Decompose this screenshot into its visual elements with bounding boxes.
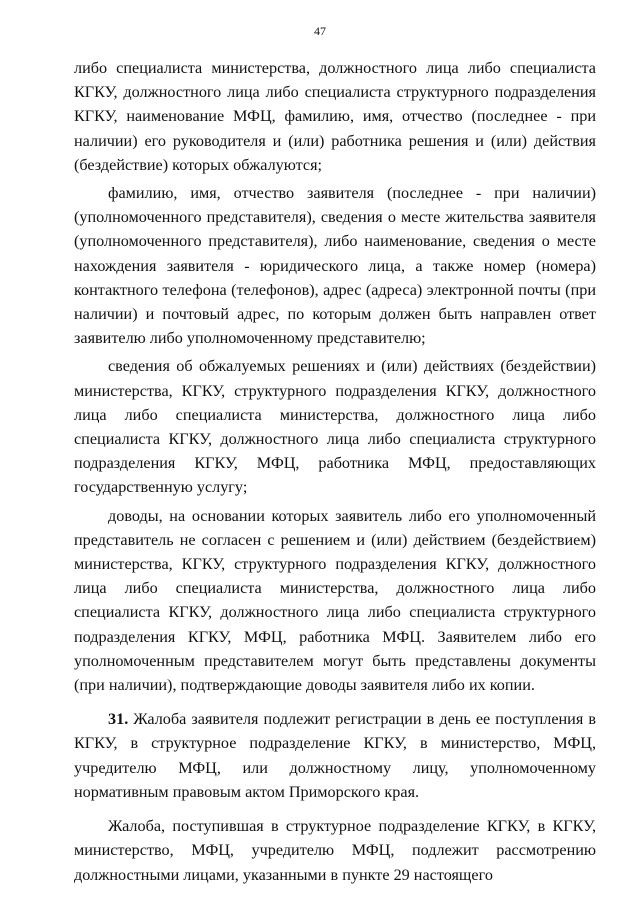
paragraph-1: либо специалиста министерства, должностного лица либо специалиста КГКУ, должностного лица либо специалиста структурного подразделения КГКУ, наименование МФЦ, фамилию, имя, отчество (последнее - при наличии) его руководителя и (или) работника решения и (или) действия (бездействие) которых обжалуются; — [74, 59, 596, 174]
page-number: 47 — [314, 24, 326, 38]
paragraph-5 — [74, 707, 596, 804]
paragraph-6: Жалоба, поступившая в структурное подразделение КГКУ, в КГКУ, министерство, МФЦ, учредителю МФЦ, подлежит рассмотрению должностными лицами, указанными в пункте 29 настоящего — [74, 817, 596, 884]
paragraph-2: фамилию, имя, отчество заявителя (последнее - при наличии) (уполномоченного представителя), сведения о месте жительства заявителя (уполномоченного представителя), либо наименование, сведения о месте нахождения заявителя - юридического лица, а также номер (номера) контактного телефона (телефонов), адрес (адреса) электронной почты (при наличии) и почтовый адрес, по которым должен быть направлен ответ заявителю либо уполномоченному представителю; — [74, 184, 596, 348]
clause-text: Жалоба заявителя подлежит регистрации в день ее поступления в КГКУ, в структурное подразделение КГКУ, в министерство, МФЦ, учредителю МФЦ, или должностному лицу, уполномоченному нормативным правовым актом Приморского края. — [74, 710, 596, 801]
paragraph-4: доводы, на основании которых заявитель либо его уполномоченный представитель не согласен с решением и (или) действием (бездействием) министерства, КГКУ, структурного подразделения КГКУ, должностного лица либо специалиста министерства, должностного лица либо специалиста КГКУ, должностного лица либо специалиста структурного подразделения КГКУ, МФЦ, работника МФЦ. Заявителем либо его уполномоченным представителем могут быть представлены документы (при наличии), подтверждающие доводы заявителя либо их копии. — [74, 506, 596, 695]
document-body — [74, 56, 596, 891]
paragraph-3: сведения об обжалуемых решениях и (или) действиях (бездействии) министерства, КГКУ, структурного подразделения КГКУ, должностного лица либо специалиста министерства, должностного лица либо специалиста КГКУ, должностного лица либо специалиста структурного подразделения КГКУ, МФЦ, работника МФЦ, предоставляющих государственную услугу; — [74, 357, 596, 497]
clause-number: 31. — [108, 710, 129, 729]
